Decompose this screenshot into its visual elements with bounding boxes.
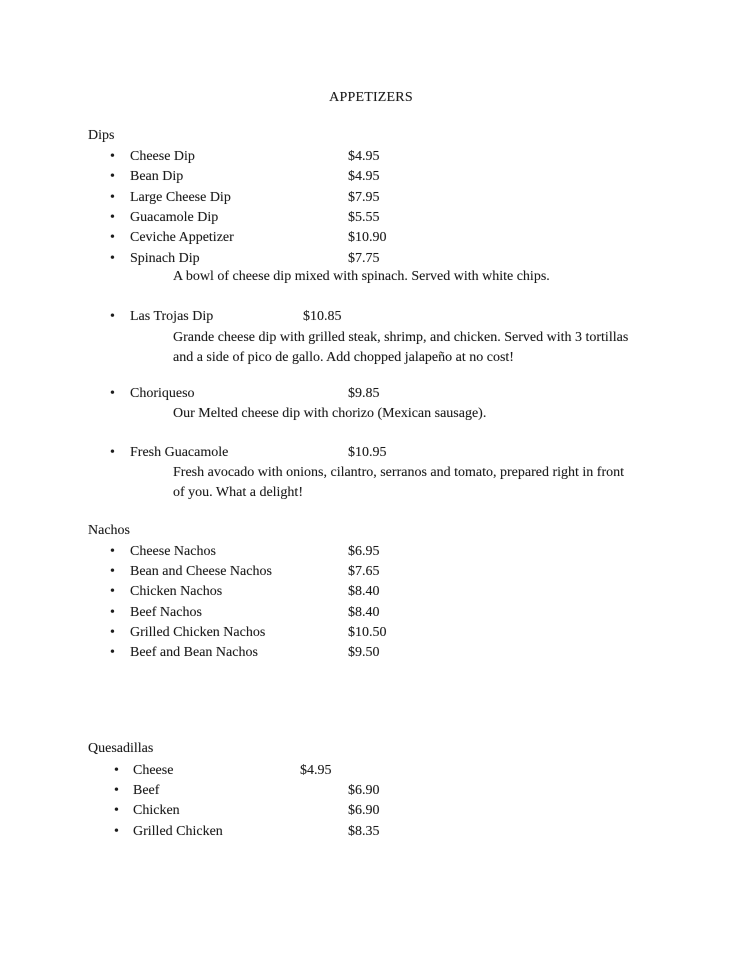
bullet-icon: •: [110, 149, 115, 164]
menu-item-row: [0, 802, 742, 820]
bullet-icon: •: [114, 824, 119, 839]
item-name: Beef: [133, 783, 160, 798]
menu-item-row: [0, 385, 742, 403]
item-name: Cheese Dip: [130, 149, 195, 164]
item-name: Cheese Nachos: [130, 544, 216, 559]
menu-item-row: [0, 583, 742, 601]
bullet-icon: •: [110, 190, 115, 205]
item-price: $5.55: [348, 210, 380, 225]
menu-item-row: [0, 823, 742, 841]
bullet-icon: •: [110, 445, 115, 460]
item-price: $10.50: [348, 625, 387, 640]
bullet-icon: •: [114, 803, 119, 818]
menu-item-row: [0, 308, 742, 326]
bullet-icon: •: [110, 169, 115, 184]
menu-item-row: [0, 168, 742, 186]
item-price: $4.95: [348, 149, 380, 164]
item-name: Grilled Chicken: [133, 824, 223, 839]
bullet-icon: •: [110, 625, 115, 640]
item-description: Fresh avocado with onions, cilantro, serranos and tomato, prepared right in front: [173, 465, 624, 480]
item-price: $4.95: [300, 763, 332, 778]
item-name: Chicken: [133, 803, 180, 818]
item-price: $6.90: [348, 783, 380, 798]
menu-item-row: [0, 782, 742, 800]
bullet-icon: •: [110, 210, 115, 225]
item-price: $8.35: [348, 824, 380, 839]
item-name: Bean Dip: [130, 169, 184, 184]
item-name: Bean and Cheese Nachos: [130, 564, 272, 579]
item-description: A bowl of cheese dip mixed with spinach. Served with white chips.: [173, 269, 550, 284]
bullet-icon: •: [110, 544, 115, 559]
item-price: $7.75: [348, 251, 380, 266]
item-name: Spinach Dip: [130, 251, 200, 266]
menu-item-row: [0, 762, 742, 780]
item-name: Las Trojas Dip: [130, 309, 214, 324]
menu-item-row: [0, 563, 742, 581]
menu-item-row: [0, 624, 742, 642]
item-name: Ceviche Appetizer: [130, 230, 234, 245]
item-price: $10.90: [348, 230, 387, 245]
bullet-icon: •: [110, 605, 115, 620]
bullet-icon: •: [110, 584, 115, 599]
menu-item-row: [0, 543, 742, 561]
item-description: Grande cheese dip with grilled steak, shrimp, and chicken. Served with 3 tortillas: [173, 330, 629, 345]
item-price: $10.95: [348, 445, 387, 460]
item-price: $6.90: [348, 803, 380, 818]
item-name: Grilled Chicken Nachos: [130, 625, 266, 640]
item-name: Fresh Guacamole: [130, 445, 229, 460]
bullet-icon: •: [110, 251, 115, 266]
section-heading-nachos: Nachos: [88, 523, 130, 538]
item-description: Our Melted cheese dip with chorizo (Mexican sausage).: [173, 406, 487, 421]
menu-item-row: [0, 229, 742, 247]
item-price: $4.95: [348, 169, 380, 184]
menu-item-row: [0, 148, 742, 166]
item-name: Cheese: [133, 763, 174, 778]
bullet-icon: •: [110, 386, 115, 401]
page-title: APPETIZERS: [329, 90, 413, 105]
item-price: $9.50: [348, 645, 380, 660]
menu-item-row: [0, 444, 742, 462]
item-name: Choriqueso: [130, 386, 195, 401]
item-price: $9.85: [348, 386, 380, 401]
item-price: $7.65: [348, 564, 380, 579]
item-description: and a side of pico de gallo. Add chopped jalapeño at no cost!: [173, 350, 514, 365]
item-price: $8.40: [348, 605, 380, 620]
item-name: Guacamole Dip: [130, 210, 219, 225]
item-price: $8.40: [348, 584, 380, 599]
menu-item-row: [0, 209, 742, 227]
item-name: Beef and Bean Nachos: [130, 645, 258, 660]
bullet-icon: •: [110, 564, 115, 579]
bullet-icon: •: [110, 645, 115, 660]
menu-item-row: [0, 604, 742, 622]
bullet-icon: •: [114, 763, 119, 778]
section-heading-dips: Dips: [88, 128, 115, 143]
item-price: $6.95: [348, 544, 380, 559]
item-name: Large Cheese Dip: [130, 190, 231, 205]
item-name: Beef Nachos: [130, 605, 202, 620]
item-description: of you. What a delight!: [173, 485, 303, 500]
menu-item-row: [0, 250, 742, 268]
item-price: $7.95: [348, 190, 380, 205]
menu-item-row: [0, 644, 742, 662]
bullet-icon: •: [114, 783, 119, 798]
section-heading-quesadillas: Quesadillas: [88, 741, 154, 756]
menu-item-row: [0, 189, 742, 207]
item-price: $10.85: [303, 309, 342, 324]
bullet-icon: •: [110, 230, 115, 245]
item-name: Chicken Nachos: [130, 584, 223, 599]
bullet-icon: •: [110, 309, 115, 324]
